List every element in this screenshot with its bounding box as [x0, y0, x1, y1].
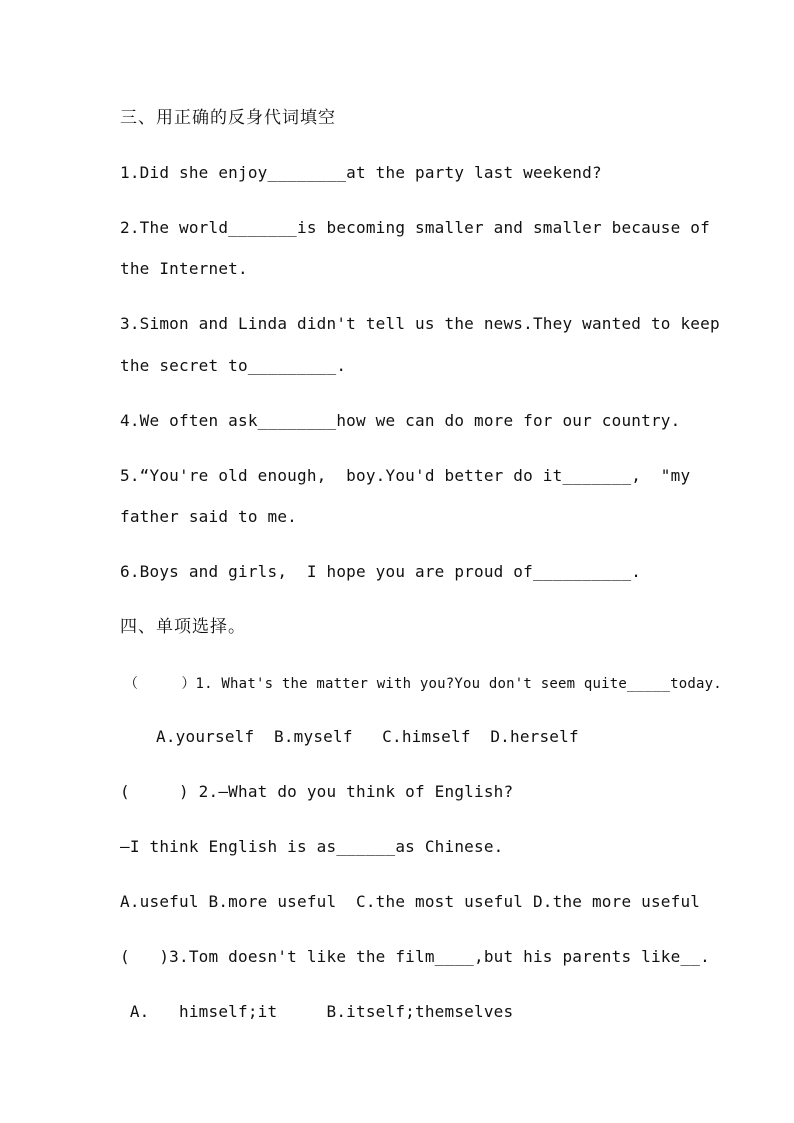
question-4-3-options: A. himself;it B.itself;themselves	[120, 1002, 514, 1021]
question-4-2-answer-line: —I think English is as______as Chinese.	[120, 837, 504, 856]
question-3-5-line-2: father said to me.	[120, 507, 297, 526]
question-3-6: 6.Boys and girls, I hope you are proud of__________.	[120, 562, 642, 581]
question-3-3-line-2: the secret to_________.	[120, 356, 347, 375]
question-4-1-options: A.yourself B.myself C.himself D.herself	[156, 727, 579, 746]
question-3-2-line-1: 2.The world_______is becoming smaller and smaller because of	[120, 218, 710, 237]
question-3-3-line-1: 3.Simon and Linda didn't tell us the news.They wanted to keep	[120, 314, 720, 333]
question-3-5-line-1: 5.“You're old enough, boy.You'd better do it_______, "my	[120, 466, 691, 485]
question-3-2-line-2: the Internet.	[120, 259, 248, 278]
question-4-2-options: A.useful B.more useful C.the most useful D.the more useful	[120, 892, 701, 911]
section-4-heading: 四、单项选择。	[120, 617, 246, 637]
question-4-1-stem: （ ）1. What's the matter with you?You don't seem quite_____today.	[124, 676, 722, 692]
question-4-2-stem: ( ) 2.—What do you think of English?	[120, 782, 514, 801]
question-3-4: 4.We often ask________how we can do more for our country.	[120, 411, 681, 430]
question-3-1: 1.Did she enjoy________at the party last weekend?	[120, 163, 602, 182]
question-4-3-stem: ( )3.Tom doesn't like the film____,but his parents like__.	[120, 947, 710, 966]
section-3-heading: 三、用正确的反身代词填空	[120, 108, 336, 128]
